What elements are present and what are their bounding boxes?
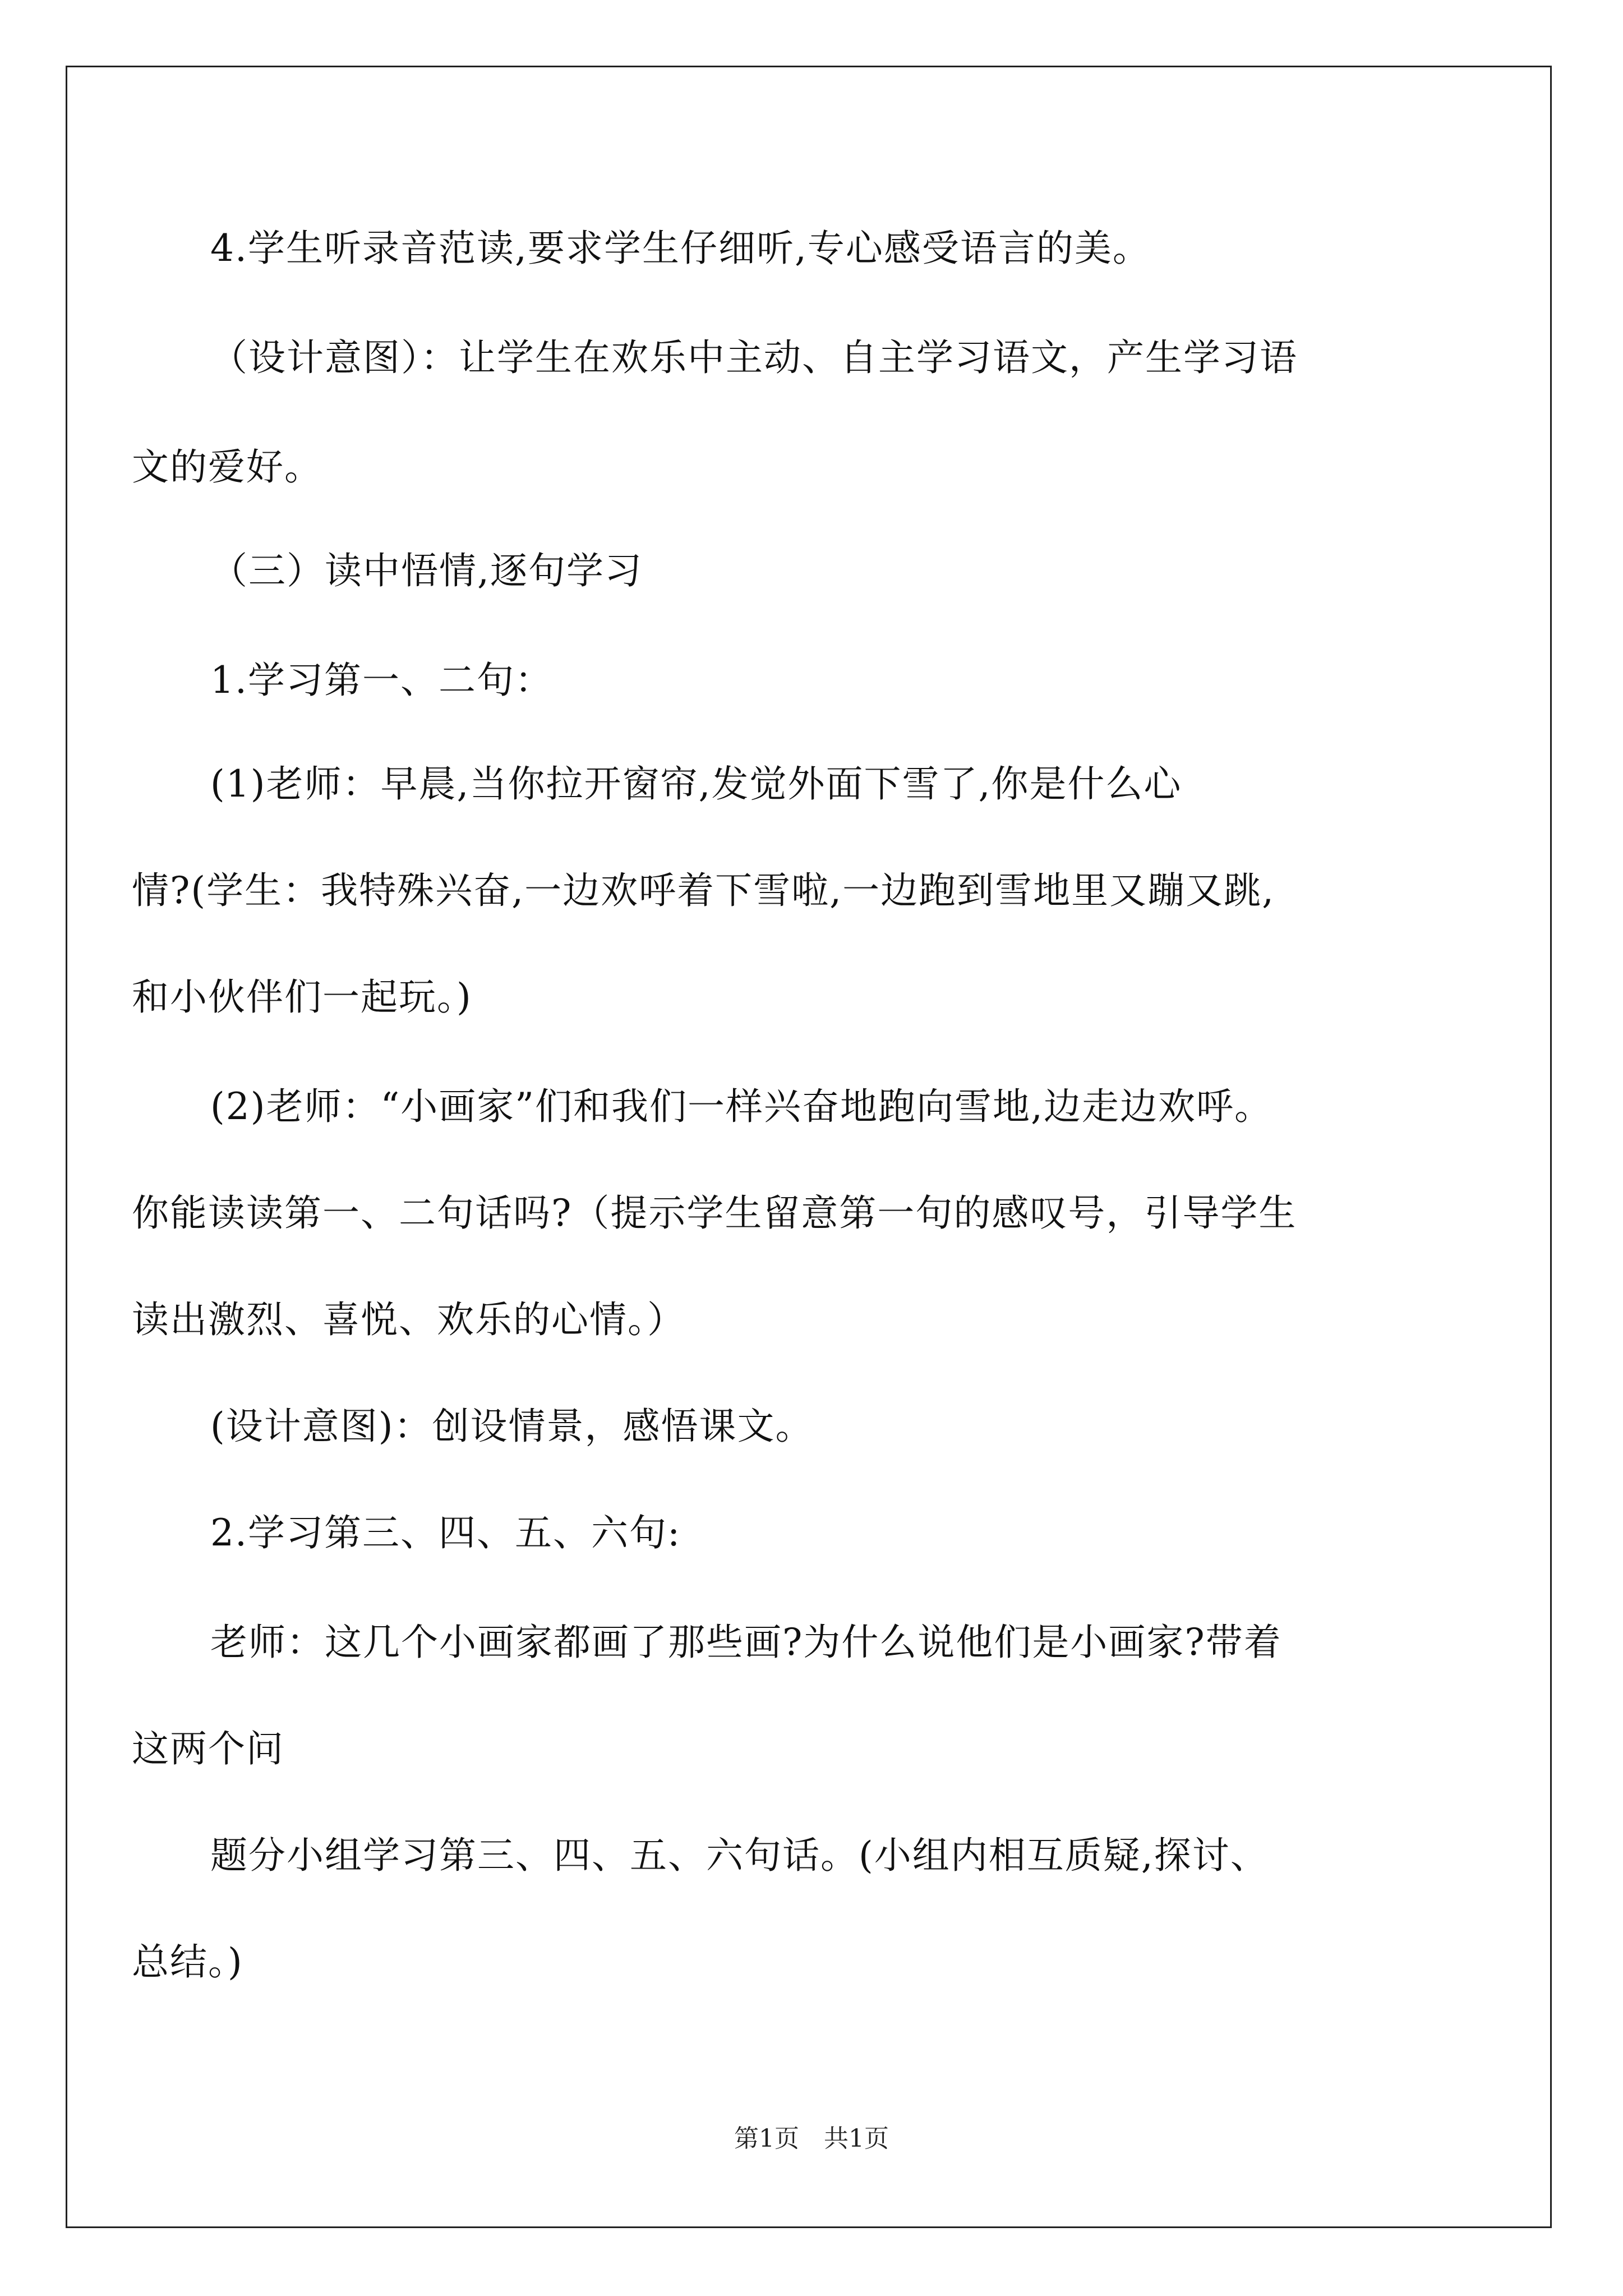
paragraph-line: (2)老师：“小画家”们和我们一样兴奋地跑向雪地,边走边欢呼。 (210, 1085, 1272, 1128)
paragraph-line: 老师：这几个小画家都画了那些画?为什么说他们是小画家?带着 (210, 1621, 1282, 1664)
paragraph-line: 文的爱好。 (132, 445, 322, 489)
paragraph-line: (1)老师：早晨,当你拉开窗帘,发觉外面下雪了,你是什么心 (210, 762, 1182, 806)
paragraph-line: 你能读读第一、二句话吗?（提示学生留意第一句的感叹号，引导学生 (132, 1191, 1297, 1235)
paragraph-line: 题分小组学习第三、四、五、六句话。(小组内相互质疑,探讨、 (210, 1834, 1269, 1877)
paragraph-line: 读出激烈、喜悦、欢乐的心情。） (132, 1298, 685, 1341)
section-heading: （三）读中悟情,逐句学习 (210, 549, 643, 592)
paragraph-line: 情?(学生：我特殊兴奋,一边欢呼着下雪啦,一边跑到雪地里又蹦又跳, (132, 869, 1275, 912)
paragraph-line: 2.学习第三、四、五、六句: (210, 1511, 681, 1554)
page-border (66, 66, 1552, 2228)
paragraph-line: 1.学习第一、二句： (210, 659, 553, 702)
paragraph-line: 这两个问 (132, 1727, 284, 1770)
page-number-footer: 第1页 共1页 (734, 2124, 889, 2153)
paragraph-line: (设计意图)：创设情景，感悟课文。 (210, 1405, 814, 1448)
paragraph-line: 4.学生听录音范读,要求学生仔细听,专心感受语言的美。 (210, 227, 1151, 270)
paragraph-line: 和小伙伴们一起玩。) (132, 976, 472, 1019)
paragraph-line: （设计意图）：让学生在欢乐中主动、自主学习语文，产生学习语 (210, 336, 1298, 379)
paragraph-line: 总结。) (132, 1940, 243, 1984)
